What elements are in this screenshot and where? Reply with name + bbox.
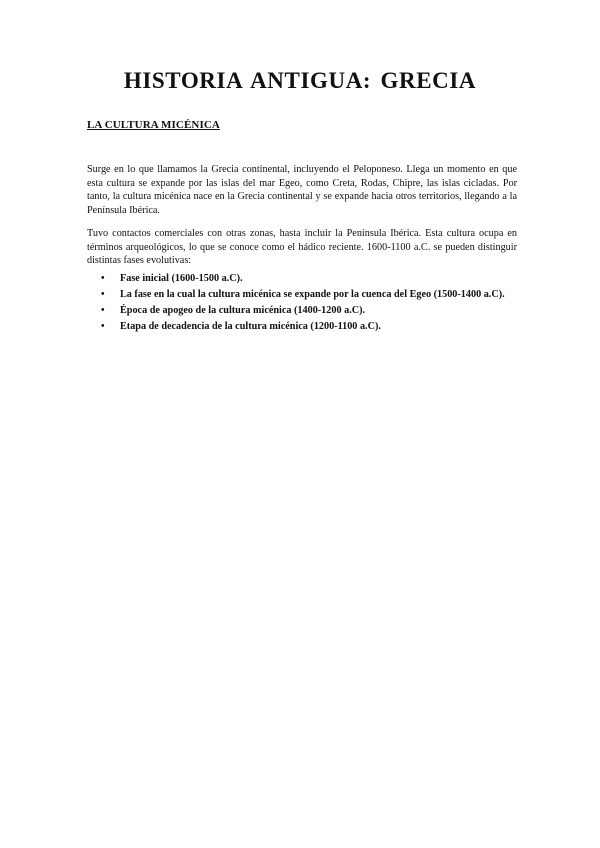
phase-list <box>87 272 517 336</box>
list-item <box>87 288 517 301</box>
bullet-icon: • <box>101 273 105 284</box>
phase-text: Época de apogeo de la cultura micénica (1400-1200 a.C). <box>120 305 366 316</box>
list-item <box>87 320 517 333</box>
phase-text: La fase en la cual la cultura micénica se expande por la cuenca del Egeo (1500-1400 a.C). <box>120 289 505 300</box>
paragraph-contacts: Tuvo contactos comerciales con otras zonas, hasta incluir la Península Ibérica. Esta cultura ocupa en términos arqueológicos, lo que se conoce como el hádico reciente. 1600-1100 a.C. se pueden distinguir distintas fases evolutivas: <box>87 228 517 266</box>
list-item <box>87 272 517 285</box>
phase-text: Etapa de decadencia de la cultura micénica (1200-1100 a.C). <box>120 321 381 332</box>
section-heading: LA CULTURA MICÉNICA <box>87 119 220 131</box>
phase-text: Fase inicial (1600-1500 a.C). <box>120 273 243 284</box>
page-title: HISTORIA ANTIGUA: GRECIA <box>123 68 477 93</box>
bullet-icon: • <box>101 321 105 332</box>
paragraph-intro: Surge en lo que llamamos la Grecia continental, incluyendo el Peloponeso. Llega un momento en que esta cultura se expande por las islas del mar Egeo, como Creta, Rodas, Chipre, las islas cicladas. Por tanto, la cultura micénica nace en la Grecia continental y se expande hacia otros territorios, llegando a la Península Ibérica. <box>87 164 517 216</box>
bullet-icon: • <box>101 289 105 300</box>
list-item <box>87 304 517 317</box>
bullet-icon: • <box>101 305 105 316</box>
